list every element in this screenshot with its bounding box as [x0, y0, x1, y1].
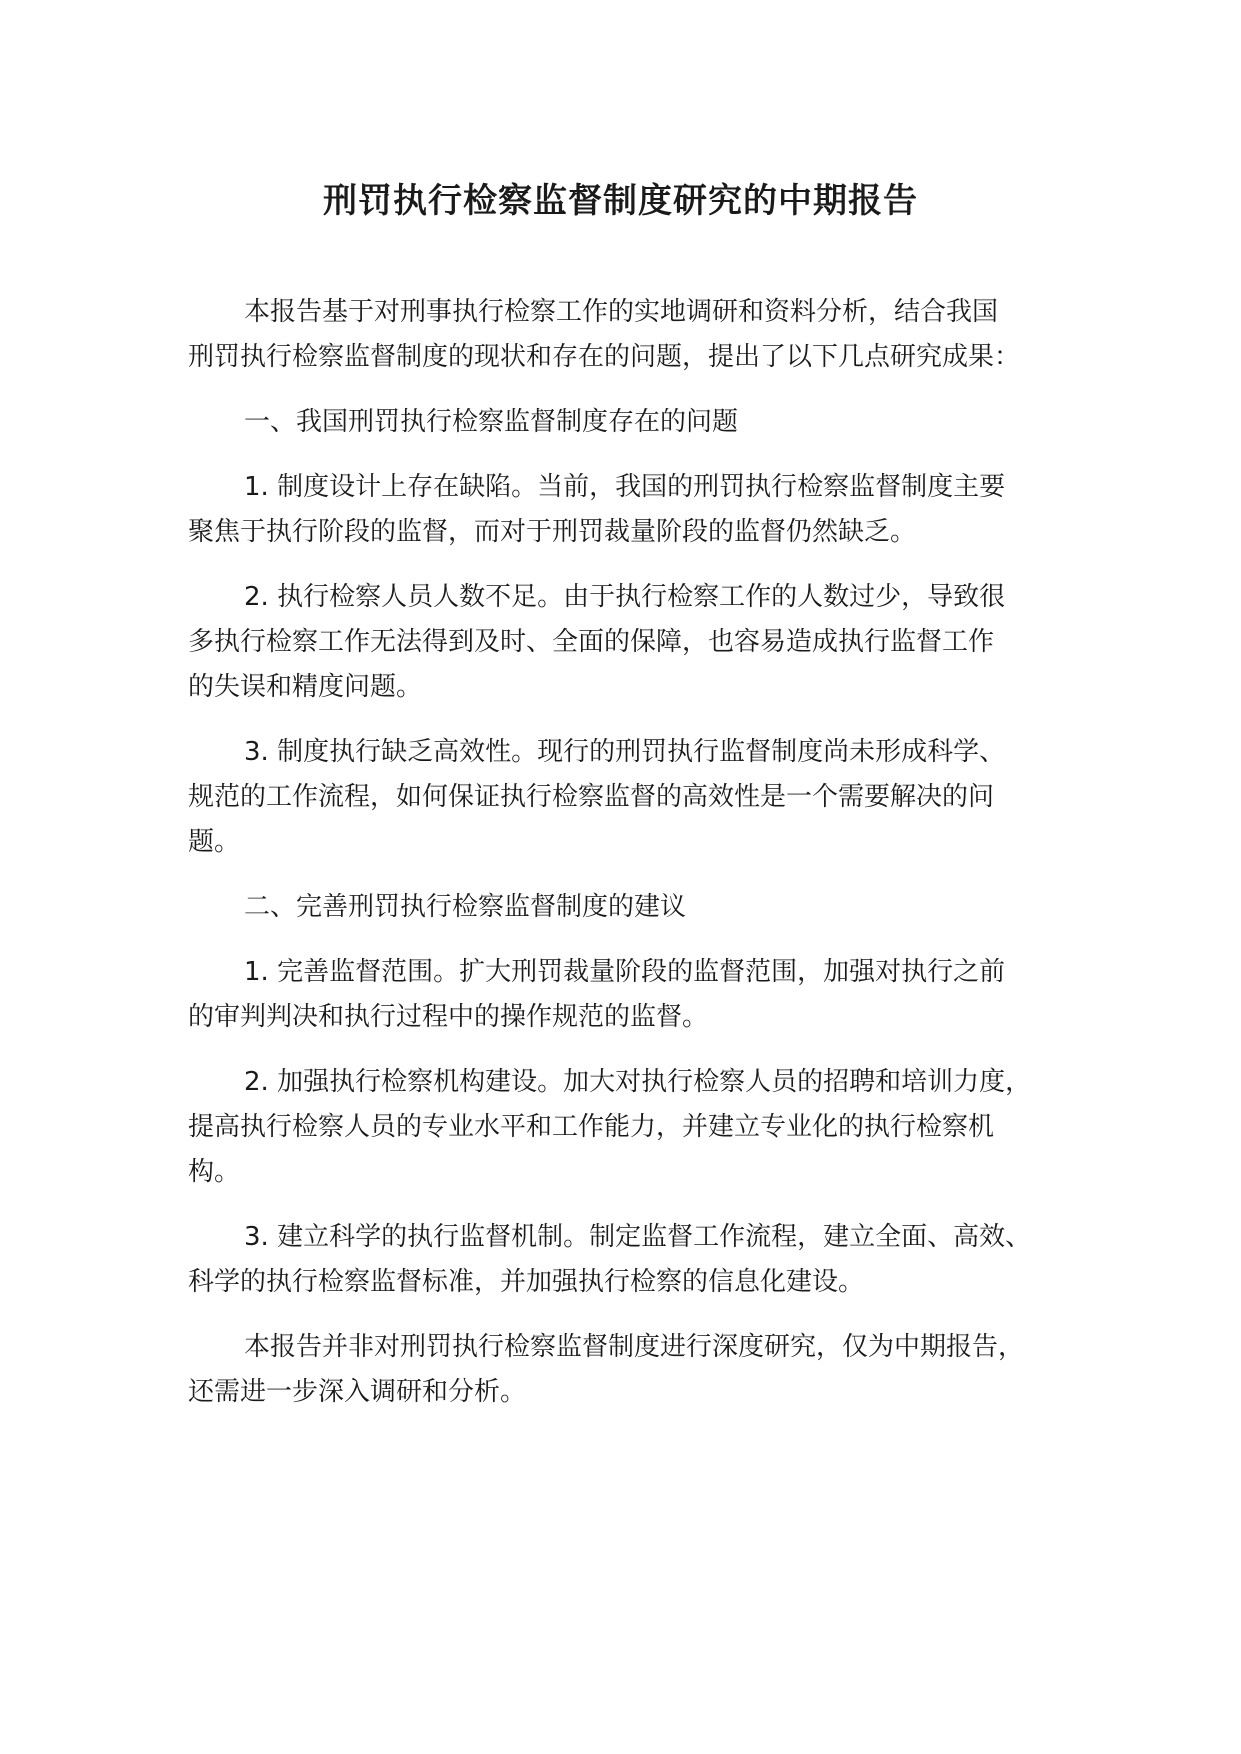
section-heading-text: 一、我国刑罚执行检察监督制度存在的问题 — [244, 407, 739, 437]
paragraph-line: 聚焦于执行阶段的监督，而对于刑罚裁量阶段的监督仍然缺乏。 — [188, 517, 917, 547]
paragraph-line: 提高执行检察人员的专业水平和工作能力，并建立专业化的执行检察机 — [188, 1112, 995, 1142]
paragraph-line: 3. 制度执行缺乏高效性。现行的刑罚执行监督制度尚未形成科学、 — [244, 737, 1006, 767]
paragraph-line: 规范的工作流程，如何保证执行检察监督的高效性是一个需要解决的问 — [188, 782, 995, 812]
paragraph-problem-2 — [188, 575, 1078, 710]
section-heading-problems — [188, 400, 1078, 445]
paragraph-line: 1. 制度设计上存在缺陷。当前，我国的刑罚执行检察监督制度主要 — [244, 472, 1006, 502]
paragraph-line: 题。 — [188, 827, 241, 857]
section-heading-suggestions — [188, 885, 1078, 930]
paragraph-problem-1 — [188, 465, 1078, 555]
section-heading-text: 二、完善刑罚执行检察监督制度的建议 — [244, 892, 687, 922]
paragraph-line: 本报告并非对刑罚执行检察监督制度进行深度研究，仅为中期报告， — [244, 1332, 1025, 1362]
paragraph-line: 2. 执行检察人员人数不足。由于执行检察工作的人数过少，导致很 — [244, 582, 1006, 612]
paragraph-line: 科学的执行检察监督标准，并加强执行检察的信息化建设。 — [188, 1267, 865, 1297]
paragraph-line: 刑罚执行检察监督制度的现状和存在的问题，提出了以下几点研究成果： — [188, 342, 1021, 372]
paragraph-line: 本报告基于对刑事执行检察工作的实地调研和资料分析，结合我国 — [244, 297, 999, 327]
paragraph-suggestion-3 — [188, 1215, 1078, 1305]
paragraph-suggestion-2 — [188, 1060, 1078, 1195]
document-body — [188, 290, 1078, 1435]
paragraph-intro — [188, 290, 1078, 380]
paragraph-line: 2. 加强执行检察机构建设。加大对执行检察人员的招聘和培训力度， — [244, 1067, 1032, 1097]
document-title: 刑罚执行检察监督制度研究的中期报告 — [323, 181, 918, 221]
paragraph-line: 3. 建立科学的执行监督机制。制定监督工作流程，建立全面、高效、 — [244, 1222, 1032, 1252]
paragraph-line: 的审判判决和执行过程中的操作规范的监督。 — [188, 1002, 709, 1032]
paragraph-suggestion-1 — [188, 950, 1078, 1040]
paragraph-line: 还需进一步深入调研和分析。 — [188, 1377, 527, 1407]
paragraph-line: 构。 — [188, 1157, 241, 1187]
paragraph-problem-3 — [188, 730, 1078, 865]
paragraph-line: 多执行检察工作无法得到及时、全面的保障，也容易造成执行监督工作 — [188, 627, 995, 657]
paragraph-conclusion — [188, 1325, 1078, 1415]
paragraph-line: 1. 完善监督范围。扩大刑罚裁量阶段的监督范围，加强对执行之前 — [244, 957, 1006, 987]
paragraph-line: 的失误和精度问题。 — [188, 672, 423, 702]
